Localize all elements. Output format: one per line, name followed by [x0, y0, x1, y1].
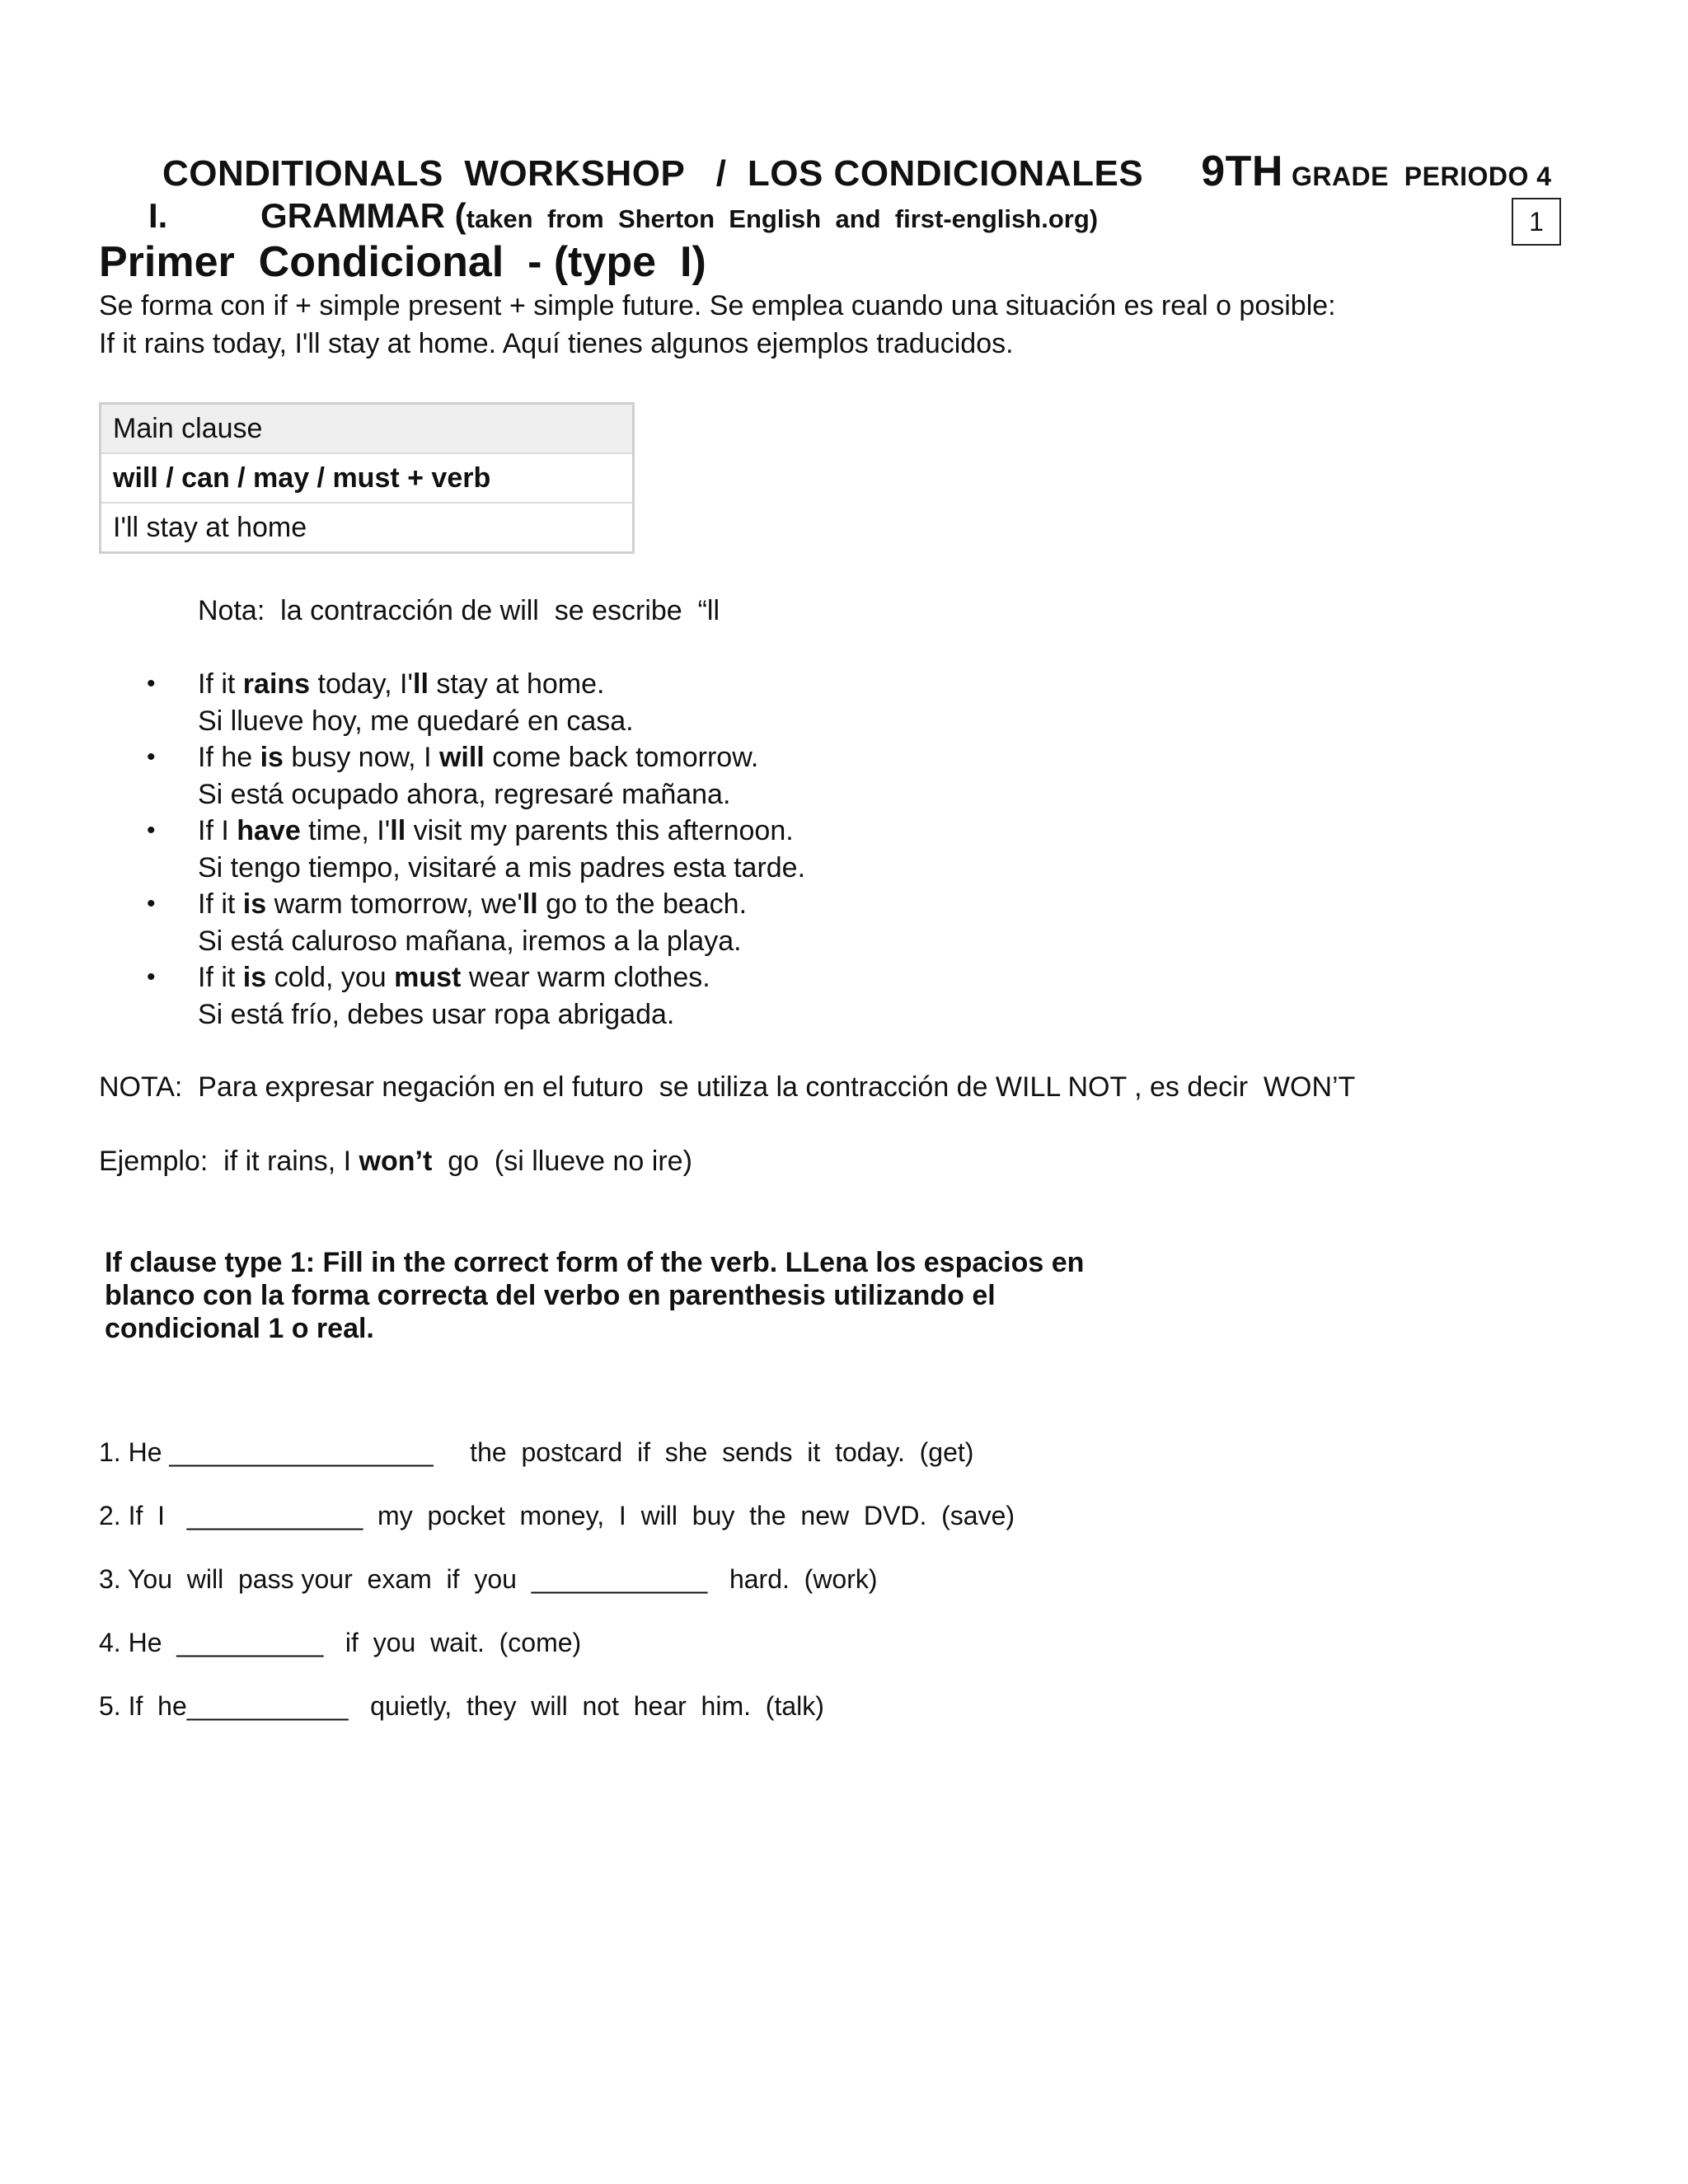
example-keyword: rains [242, 668, 311, 700]
bullet-dot-icon: • [147, 817, 156, 844]
example-spanish: Si está frío, debes usar ropa abrigada. [198, 998, 675, 1030]
example-keyword: have [237, 815, 301, 846]
example-spanish: Si está ocupado ahora, regresaré mañana. [198, 778, 731, 810]
contraction-note: Nota: la contracción de will se escribe “ll [198, 595, 720, 626]
intro-line-1: Se forma con if + simple present + simple future. Se emplea cuando una situación es real o posible: [99, 290, 1336, 321]
table-example-cell: I'll stay at home [101, 503, 634, 553]
bullet-dot-icon: • [147, 743, 156, 771]
example-item [147, 813, 806, 886]
example-text: cold, you [266, 962, 395, 993]
main-clause-table [99, 402, 635, 554]
example-text: visit my parents this afternoon. [406, 815, 794, 846]
example-english [198, 739, 805, 776]
grade-number: 9TH [1201, 148, 1283, 195]
example-text: If it [198, 668, 243, 700]
example-keyword: ll [390, 815, 406, 846]
example-text: stay at home. [428, 668, 605, 700]
example-keyword: ll [522, 888, 538, 920]
exercise-item-4: 4. He __________ if you wait. (come) [99, 1628, 582, 1657]
example-english [198, 886, 805, 923]
example-english [198, 959, 805, 996]
section-heading [148, 196, 1098, 236]
example-item [147, 886, 805, 959]
example-text: come back tomorrow. [484, 742, 759, 773]
table-row [101, 503, 634, 553]
example-text: go to the beach. [537, 888, 748, 920]
example-text: wear warm clothes. [461, 962, 710, 993]
example-text: If it [198, 962, 243, 993]
example-text: If I [198, 815, 237, 846]
example-keyword: ll [413, 668, 429, 700]
example-text: warm tomorrow, we' [266, 888, 523, 920]
example-item [147, 739, 805, 813]
exercise-item-2: 2. If I ____________ my pocket money, I will buy the new DVD. (save) [99, 1501, 1015, 1530]
topic-heading: Primer Condicional - (type I) [99, 238, 706, 286]
example-suffix: go (si llueve no ire) [432, 1146, 692, 1177]
example-spanish: Si llueve hoy, me quedaré en casa. [198, 705, 634, 737]
example-spanish: Si está caluroso mañana, iremos a la playa. [198, 925, 742, 957]
example-prefix: Ejemplo: if it rains, I [99, 1146, 359, 1177]
bullet-dot-icon: • [147, 890, 156, 917]
exercise-item-1: 1. He __________________ the postcard if she sends it today. (get) [99, 1437, 974, 1467]
worksheet-header [162, 147, 1552, 196]
bullet-dot-icon: • [147, 670, 156, 697]
negation-example [99, 1146, 692, 1178]
example-keyword: is [242, 888, 267, 920]
bullet-dot-icon: • [147, 963, 156, 991]
example-text: If it [198, 888, 243, 920]
example-bold-word: won’t [359, 1146, 433, 1177]
section-number: I. [148, 196, 168, 235]
section-source: taken from Sherton English and first-english.org) [466, 204, 1099, 233]
grade-period: GRADE PERIODO 4 [1291, 162, 1552, 191]
section-title: GRAMMAR ( [260, 196, 467, 235]
example-english [198, 813, 805, 850]
table-header-cell: Main clause [101, 404, 634, 454]
exercise-item-3: 3. You will pass your exam if you ____________ hard. (work) [99, 1564, 878, 1594]
example-keyword: must [394, 962, 462, 993]
example-text: busy now, I [283, 742, 439, 773]
page-number-box: 1 [1512, 198, 1561, 246]
example-keyword: is [260, 742, 284, 773]
exercise-instructions: If clause type 1: Fill in the correct form of the verb. LLena los espacios en blanco con la forma correcta del verbo en parenthesis utilizando el condicional 1 o real. [105, 1247, 1085, 1344]
example-item [147, 666, 805, 739]
table-row [101, 453, 634, 503]
example-item [147, 959, 805, 1033]
example-text: today, I' [310, 668, 413, 700]
examples-list [147, 666, 806, 1033]
example-text: If he [198, 742, 260, 773]
example-keyword: will [438, 742, 485, 773]
table-rule-cell: will / can / may / must + verb [101, 453, 634, 503]
example-keyword: is [242, 962, 267, 993]
worksheet-title: CONDITIONALS WORKSHOP / LOS CONDICIONALES [162, 153, 1144, 194]
example-english [198, 666, 805, 703]
exercise-item-5: 5. If he___________ quietly, they will not hear him. (talk) [99, 1691, 824, 1721]
example-text: time, I' [300, 815, 391, 846]
table-row [101, 404, 634, 454]
example-spanish: Si tengo tiempo, visitaré a mis padres esta tarde. [198, 851, 806, 883]
negation-note: NOTA: Para expresar negación en el futuro se utiliza la contracción de WILL NOT , es decir WON’T [99, 1071, 1356, 1103]
intro-line-2: If it rains today, I'll stay at home. Aquí tienes algunos ejemplos traducidos. [99, 328, 1014, 359]
